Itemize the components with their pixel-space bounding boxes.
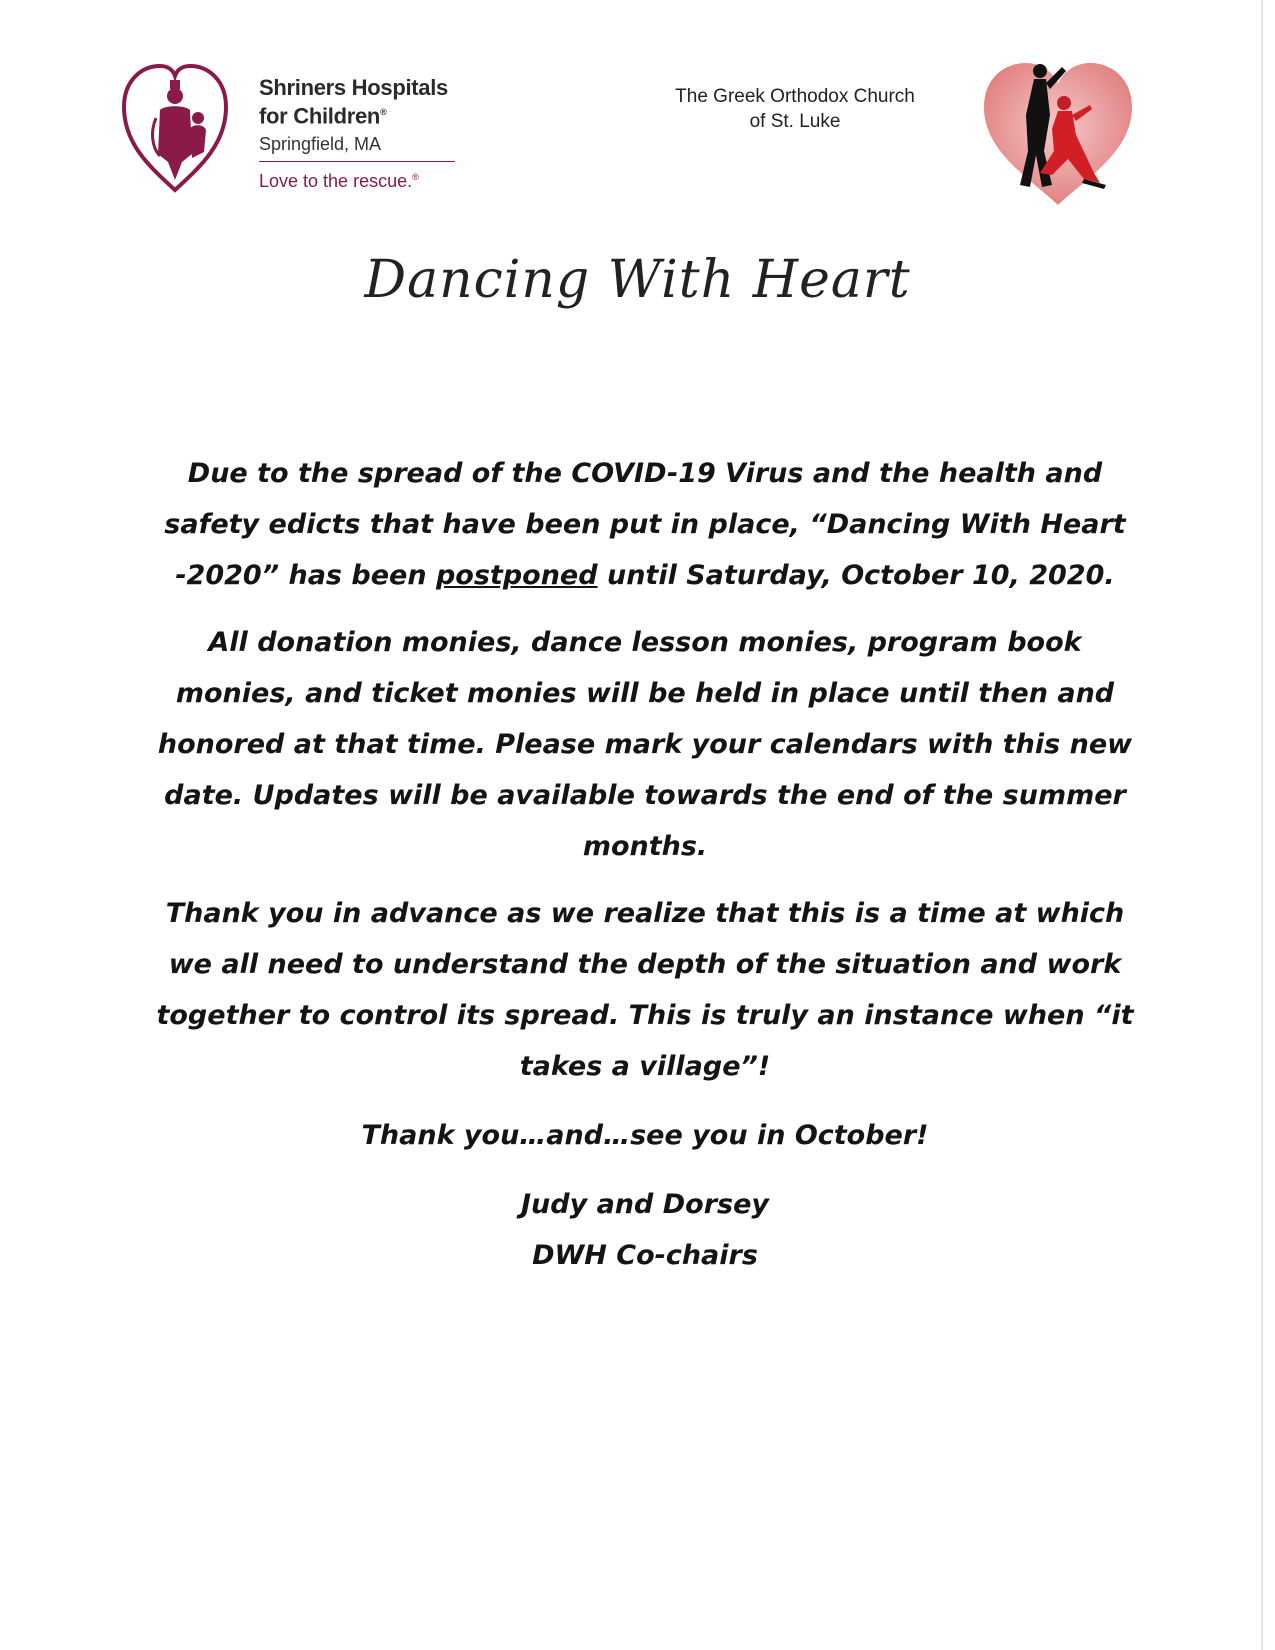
signature-names: Judy and Dorsey xyxy=(520,1189,770,1220)
shriners-name-line1: Shriners Hospitals xyxy=(259,75,448,100)
signature-role: DWH Co-chairs xyxy=(532,1240,758,1271)
closing-line: Thank you…and…see you in October! xyxy=(361,1120,929,1151)
shriners-city: Springfield, MA xyxy=(259,134,382,155)
page-edge xyxy=(1261,0,1263,1650)
paragraph-monies: All donation monies, dance lesson monies, program book monies, and ticket monies will be held in place until then and honored at that time. Please mark your calendars with this new date. Updates will be available towards the end of the summer months. xyxy=(157,627,1133,862)
church-line2: of St. Luke xyxy=(749,111,841,132)
shriners-wordmark xyxy=(259,75,459,192)
shriners-heart-logo xyxy=(120,62,230,194)
church-line1: The Greek Orthodox Church xyxy=(675,86,915,107)
shriners-name-line2: for Children® xyxy=(259,103,387,129)
postponed-emphasis: postponed xyxy=(435,560,598,591)
shriners-tagline: Love to the rescue.® xyxy=(259,171,419,192)
church-header xyxy=(620,84,970,134)
paragraph-thank-you: Thank you in advance as we realize that this is a time at which we all need to understand the depth of the situation and work together to control its spread. This is truly an instance when “it takes a village”! xyxy=(156,898,1134,1082)
paragraph-postponement: Due to the spread of the COVID-19 Virus and the health and safety edicts that have been put in place, “Dancing With Heart -2020” has been postponed until Saturday, October 10, 2020. xyxy=(164,458,1126,591)
announcement-body xyxy=(150,448,1140,1281)
dancing-couple-heart-icon xyxy=(980,55,1136,211)
shriners-divider xyxy=(259,161,455,162)
event-title: Dancing With Heart xyxy=(364,250,911,310)
